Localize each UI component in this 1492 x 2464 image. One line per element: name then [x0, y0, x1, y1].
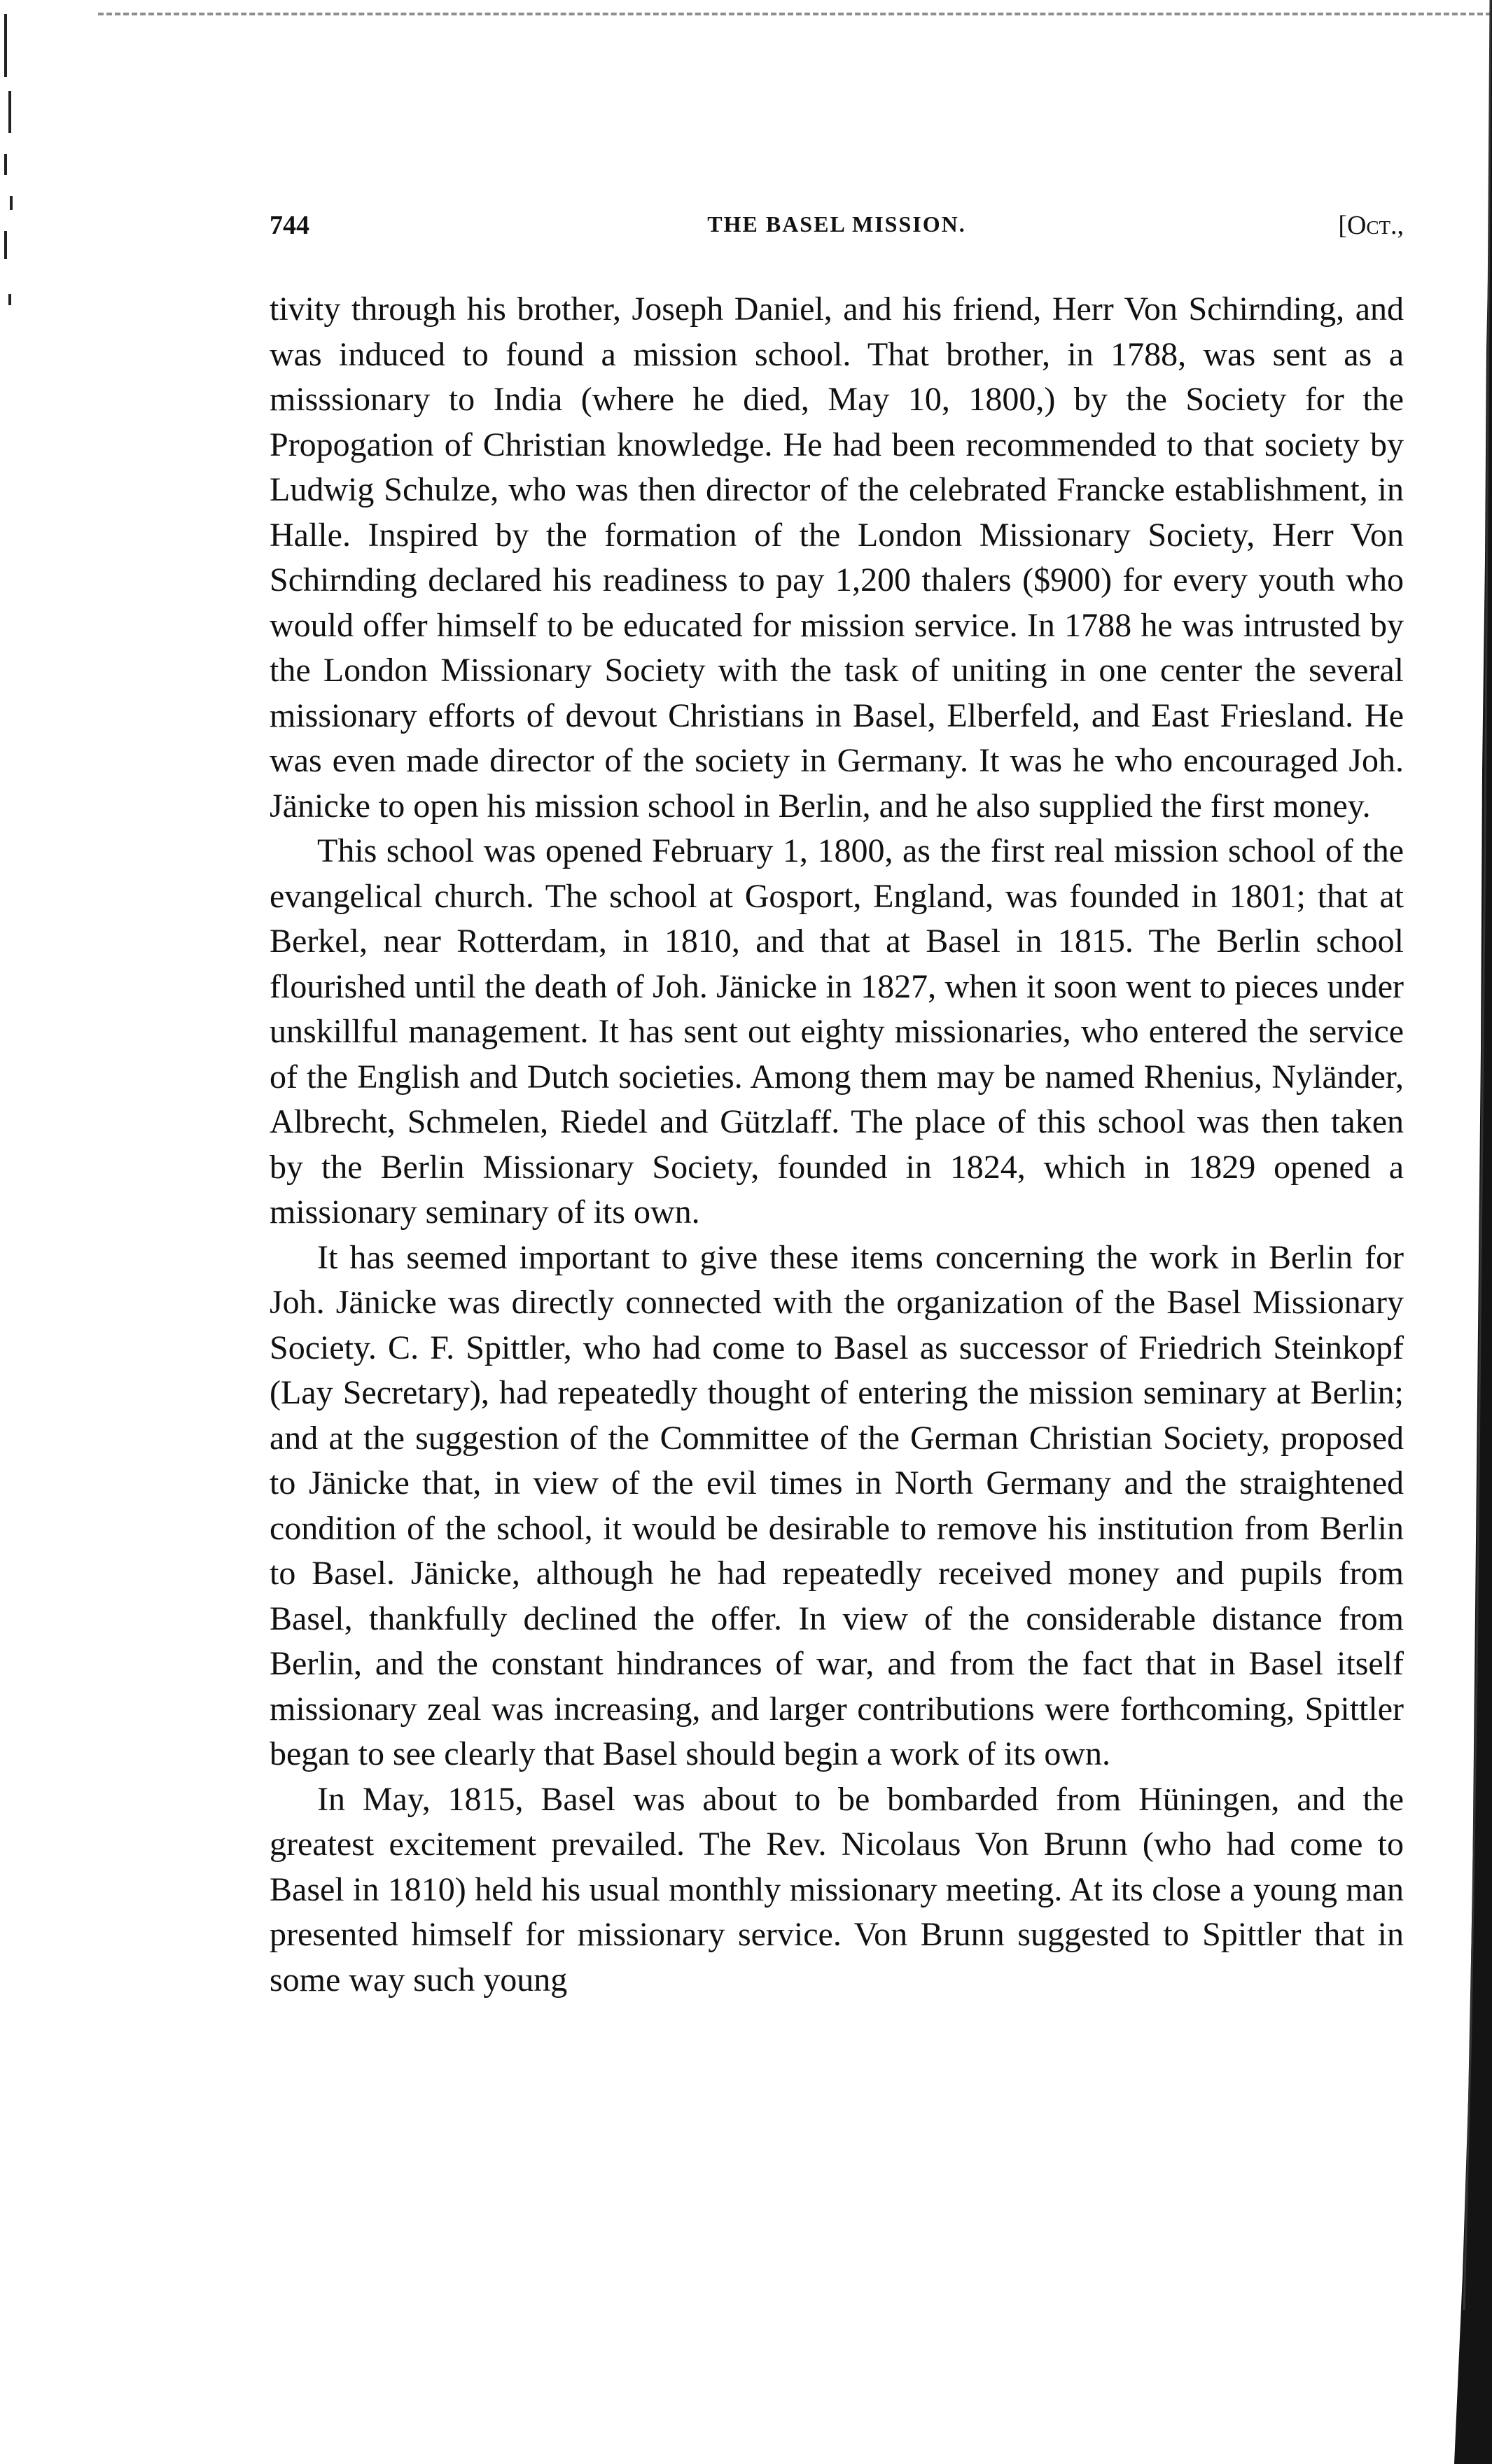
paragraph-continuation: tivity through his brother, Joseph Daniel, and his friend, Herr Von Schirnding, and was induced to found a mission school. That brother, in 1788, was sent as a misssionary to India (where he died, May 10, 1800,) by the Society for the Propogation of Christian knowledge. He had been recommended to that society by Ludwig Schulze, who was then director of the celebrated Francke establishment, in Halle. Inspired by the formation of the London Missionary Society, Herr Von Schirnding declared his readiness to pay 1,200 thalers ($900) for every youth who would offer himself to be educated for mission service. In 1788 he was intrusted by the London Missionary Society with the task of uniting in one center the several missionary efforts of devout Christians in Basel, Elberfeld, and East Friesland. He was even made director of the society in Germany. It was he who encouraged Joh. Jänicke to open his mission school in Berlin, and he also supplied the first money.: [270, 290, 1404, 825]
running-header: [270, 210, 1404, 252]
scan-right-edge-shadow: [1408, 0, 1492, 2464]
article-body: [270, 287, 1404, 2003]
running-month: [Oct.,: [1338, 211, 1404, 240]
book-page: [270, 210, 1404, 2003]
paragraph: This school was opened February 1, 1800, as the first real mission school of the evangelical church. The school at Gosport, England, was founded in 1801; that at Berkel, near Rotterdam, in 1810, and that at Basel in 1815. The Berlin school flourished until the death of Joh. Jänicke in 1827, when it soon went to pieces under unskillful management. It has sent out eighty missionaries, who entered the service of the English and Dutch societies. Among them may be named Rhenius, Nyländer, Albrecht, Schmelen, Riedel and Gützlaff. The place of this school was then taken by the Berlin Missionary Society, founded in 1824, which in 1829 opened a missionary seminary of its own.: [270, 832, 1404, 1231]
scan-border-artifact: [98, 13, 1491, 15]
paragraph: It has seemed important to give these items concerning the work in Berlin for Joh. Jänicke was directly connected with the organization of the Basel Missionary Society. C. F. Spittler, who had come to Basel as successor of Friedrich Steinkopf (Lay Secretary), had repeatedly thought of entering the mission seminary at Berlin; and at the suggestion of the Committee of the German Christian Society, proposed to Jänicke that, in view of the evil times in North Germany and the straightened condition of the school, it would be desirable to remove his institution from Berlin to Basel. Jänicke, although he had repeatedly received money and pupils from Basel, thankfully declined the offer. In view of the considerable distance from Berlin, and the constant hindrances of war, and from the fact that in Basel itself missionary zeal was increasing, and larger contributions were forthcoming, Spittler began to see clearly that Basel should begin a work of its own.: [270, 1238, 1404, 1772]
running-title: THE BASEL MISSION.: [707, 211, 966, 237]
scan-left-margin-artifact: [0, 0, 21, 322]
paragraph: In May, 1815, Basel was about to be bombarded from Hüningen, and the greatest excitement prevailed. The Rev. Nicolaus Von Brunn (who had come to Basel in 1810) held his usual monthly missionary meeting. At its close a young man presented himself for missionary service. Von Brunn suggested to Spittler that in some way such young: [270, 1780, 1404, 1998]
page-number: 744: [270, 211, 309, 240]
